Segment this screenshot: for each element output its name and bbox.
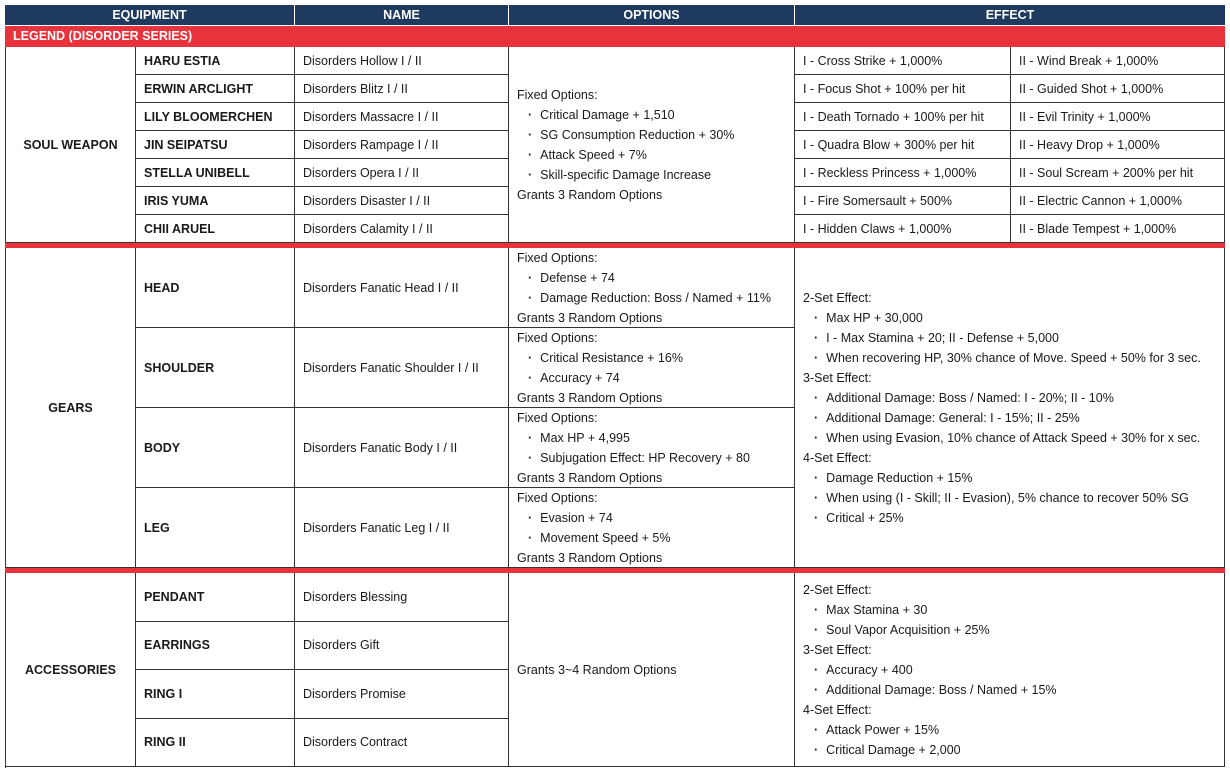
option-text: Fixed Options: <box>517 491 598 505</box>
accessory-slot: RING II <box>136 719 295 768</box>
effect-i: I - Hidden Claws + 1,000% <box>795 215 1011 243</box>
effect-i: I - Focus Shot + 100% per hit <box>795 75 1011 103</box>
gears-set-effect <box>795 248 1225 568</box>
option-item: · Defense + 74 <box>517 268 794 288</box>
set-effect-item: · Additional Damage: Boss / Named + 15% <box>803 680 1224 700</box>
option-text: Grants 3 Random Options <box>517 471 663 485</box>
set-3-title: 3-Set Effect: <box>803 642 872 657</box>
set-effect-item: · Soul Vapor Acquisition + 25% <box>803 620 1224 640</box>
option-text: Grants 3 Random Options <box>517 391 663 405</box>
character-name: LILY BLOOMERCHEN <box>136 103 295 131</box>
category-gears: GEARS <box>6 248 136 568</box>
set-effect-item: · Accuracy + 400 <box>803 660 1224 680</box>
effect-ii: II - Electric Cannon + 1,000% <box>1011 187 1225 215</box>
option-item: · Max HP + 4,995 <box>517 428 794 448</box>
item-name: Disorders Promise <box>295 670 509 719</box>
soul-weapon-options <box>509 47 795 243</box>
item-name: Disorders Fanatic Leg I / II <box>295 488 509 568</box>
option-item: · SG Consumption Reduction + 30% <box>517 125 794 145</box>
set-2-title: 2-Set Effect: <box>803 290 872 305</box>
item-name: Disorders Fanatic Body I / II <box>295 408 509 488</box>
header-effect: EFFECT <box>795 5 1225 25</box>
option-item: · Skill-specific Damage Increase <box>517 165 794 185</box>
option-item: · Critical Resistance + 16% <box>517 348 794 368</box>
option-text: Grants 3 Random Options <box>517 551 663 565</box>
category-soul-weapon: SOUL WEAPON <box>6 47 136 243</box>
set-effect-item: · Max Stamina + 30 <box>803 600 1224 620</box>
option-text: Fixed Options: <box>517 251 598 265</box>
gear-options <box>509 408 795 488</box>
effect-ii: II - Blade Tempest + 1,000% <box>1011 215 1225 243</box>
accessory-slot: RING I <box>136 670 295 719</box>
set-effect-item: · Max HP + 30,000 <box>803 308 1224 328</box>
character-name: HARU ESTIA <box>136 47 295 75</box>
item-name: Disorders Blitz I / II <box>295 75 509 103</box>
option-item: · Critical Damage + 1,510 <box>517 105 794 125</box>
character-name: ERWIN ARCLIGHT <box>136 75 295 103</box>
effect-i: I - Death Tornado + 100% per hit <box>795 103 1011 131</box>
effect-ii: II - Soul Scream + 200% per hit <box>1011 159 1225 187</box>
set-effect-item: · When using (I - Skill; II - Evasion), 5% chance to recover 50% SG <box>803 488 1224 508</box>
item-name: Disorders Fanatic Shoulder I / II <box>295 328 509 408</box>
character-name: STELLA UNIBELL <box>136 159 295 187</box>
option-item: · Accuracy + 74 <box>517 368 794 388</box>
item-name: Disorders Fanatic Head I / II <box>295 248 509 328</box>
set-4-title: 4-Set Effect: <box>803 450 872 465</box>
options-footer: Grants 3 Random Options <box>517 187 663 202</box>
item-name: Disorders Gift <box>295 622 509 671</box>
set-2-title: 2-Set Effect: <box>803 582 872 597</box>
effect-i: I - Cross Strike + 1,000% <box>795 47 1011 75</box>
option-item: · Evasion + 74 <box>517 508 794 528</box>
gear-options <box>509 248 795 328</box>
set-effect-item: · When recovering HP, 30% chance of Move. Speed + 50% for 3 sec. <box>803 348 1224 368</box>
accessory-slot: EARRINGS <box>136 622 295 671</box>
effect-i: I - Quadra Blow + 300% per hit <box>795 131 1011 159</box>
set-effect-item: · Attack Power + 15% <box>803 720 1224 740</box>
effect-ii: II - Wind Break + 1,000% <box>1011 47 1225 75</box>
header-options: OPTIONS <box>509 5 795 25</box>
accessories-set-effect <box>795 573 1225 767</box>
effect-i: I - Reckless Princess + 1,000% <box>795 159 1011 187</box>
effect-ii: II - Heavy Drop + 1,000% <box>1011 131 1225 159</box>
gear-slot: BODY <box>136 408 295 488</box>
set-effect-item: · Additional Damage: Boss / Named: I - 20%; II - 10% <box>803 388 1224 408</box>
set-effect-item: · Damage Reduction + 15% <box>803 468 1224 488</box>
accessories-options: Grants 3~4 Random Options <box>509 573 795 767</box>
item-name: Disorders Rampage I / II <box>295 131 509 159</box>
set-4-title: 4-Set Effect: <box>803 702 872 717</box>
item-name: Disorders Disaster I / II <box>295 187 509 215</box>
option-item: · Movement Speed + 5% <box>517 528 794 548</box>
option-text: Fixed Options: <box>517 411 598 425</box>
gear-options <box>509 488 795 568</box>
gear-slot: HEAD <box>136 248 295 328</box>
item-name: Disorders Opera I / II <box>295 159 509 187</box>
set-effect-item: · Critical + 25% <box>803 508 1224 528</box>
set-effect-item: · Additional Damage: General: I - 15%; II - 25% <box>803 408 1224 428</box>
character-name: CHII ARUEL <box>136 215 295 243</box>
effect-ii: II - Evil Trinity + 1,000% <box>1011 103 1225 131</box>
effect-i: I - Fire Somersault + 500% <box>795 187 1011 215</box>
legend-banner: LEGEND (DISORDER SERIES) <box>5 26 1225 47</box>
character-name: JIN SEIPATSU <box>136 131 295 159</box>
gear-slot: LEG <box>136 488 295 568</box>
header-name: NAME <box>295 5 509 25</box>
character-name: IRIS YUMA <box>136 187 295 215</box>
option-item: · Attack Speed + 7% <box>517 145 794 165</box>
accessory-slot: PENDANT <box>136 573 295 622</box>
option-item: · Damage Reduction: Boss / Named + 11% <box>517 288 794 308</box>
effect-ii: II - Guided Shot + 1,000% <box>1011 75 1225 103</box>
item-name: Disorders Hollow I / II <box>295 47 509 75</box>
option-text: Grants 3 Random Options <box>517 311 663 325</box>
category-accessories: ACCESSORIES <box>6 573 136 767</box>
item-name: Disorders Calamity I / II <box>295 215 509 243</box>
item-name: Disorders Blessing <box>295 573 509 622</box>
set-effect-item: · Critical Damage + 2,000 <box>803 740 1224 760</box>
gear-slot: SHOULDER <box>136 328 295 408</box>
option-text: Fixed Options: <box>517 331 598 345</box>
header-equipment: EQUIPMENT <box>5 5 295 25</box>
item-name: Disorders Contract <box>295 719 509 768</box>
gear-options <box>509 328 795 408</box>
option-item: · Subjugation Effect: HP Recovery + 80 <box>517 448 794 468</box>
options-title: Fixed Options: <box>517 87 598 102</box>
set-effect-item: · I - Max Stamina + 20; II - Defense + 5,000 <box>803 328 1224 348</box>
set-3-title: 3-Set Effect: <box>803 370 872 385</box>
item-name: Disorders Massacre I / II <box>295 103 509 131</box>
set-effect-item: · When using Evasion, 10% chance of Attack Speed + 30% for x sec. <box>803 428 1224 448</box>
